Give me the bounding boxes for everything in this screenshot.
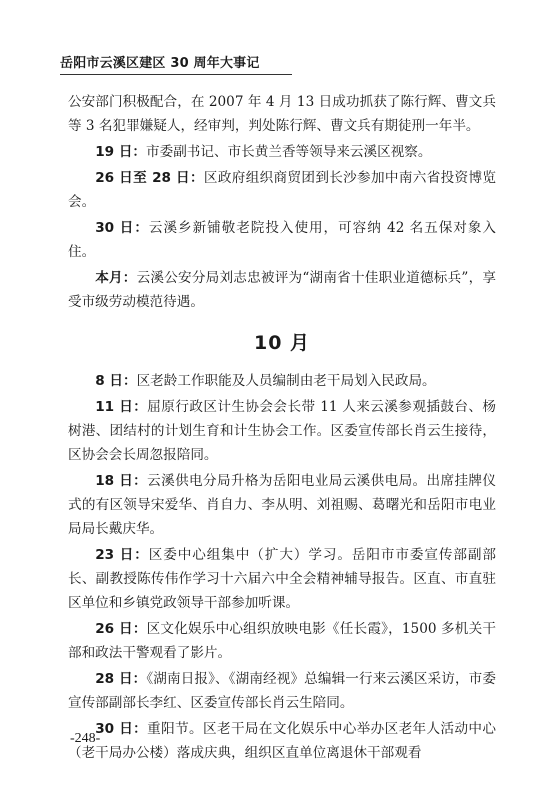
page-body (68, 90, 496, 767)
entry-date: 11 日： (95, 399, 148, 415)
entry-paragraph (68, 90, 496, 138)
month-heading: 10 月 (253, 332, 311, 354)
entry-date: 本月： (95, 270, 137, 286)
entry-text: 区老龄工作职能及人员编制由老干局划入民政局。 (136, 373, 436, 389)
running-header: 岳阳市云溪区建区 30 周年大事记 (60, 56, 260, 71)
entry-date: 26 日至 28 日： (95, 170, 204, 186)
entry-date: 19 日： (95, 144, 147, 160)
entry-paragraph (68, 216, 496, 264)
entry-paragraph (68, 166, 496, 214)
entry-text: 公安部门积极配合，在 2007 年 4 月 13 日成功抓获了陈行辉、曹文兵等 3 名犯罪嫌疑人，经审判，判处陈行辉、曹文兵有期徒刑一年半。 (68, 94, 496, 134)
entry-text: 市委副书记、市长黄兰香等领导来云溪区视察。 (146, 144, 432, 160)
entry-date: 26 日： (95, 621, 147, 637)
entry-paragraph (68, 395, 496, 467)
entry-paragraph (68, 717, 496, 765)
entry-text: 重阳节。区老干局在文化娱乐中心举办区老年人活动中心（老干局办公楼）落成庆典，组织区直单位离退休干部观看 (68, 721, 496, 761)
entry-date: 23 日： (95, 547, 149, 563)
entry-text: 云溪乡新铺敬老院投入使用，可容纳 42 名五保对象入住。 (68, 220, 496, 260)
entry-text: 区委中心组集中（扩大）学习。岳阳市市委宣传部副部长、副教授陈传伟作学习十六届六中全会精神辅导报告。区直、市直驻区单位和乡镇党政领导干部参加听课。 (68, 547, 496, 611)
entry-date: 30 日： (95, 220, 149, 236)
entry-date: 28 日： (95, 671, 147, 687)
entry-paragraph (68, 266, 496, 314)
entry-text: 区政府组织商贸团到长沙参加中南六省投资博览会。 (68, 170, 496, 210)
entry-text: 屈原行政区计生协会会长带 11 人来云溪参观插鼓台、杨树港、团结村的计划生育和计生协会工作。区委宣传部长肖云生接待，区协会会长周忽报陪同。 (68, 399, 496, 463)
entry-date: 30 日： (95, 721, 148, 737)
entry-paragraph (68, 469, 496, 541)
entry-text: 云溪公安分局刘志忠被评为“湖南省十佳职业道德标兵”，享受市级劳动模范待遇。 (68, 270, 496, 310)
entry-date: 8 日： (95, 373, 137, 389)
entry-paragraph (68, 140, 496, 164)
entry-paragraph (68, 667, 496, 715)
entry-paragraph (68, 617, 496, 665)
page-number: -248- (70, 731, 101, 746)
header-rule (60, 74, 292, 75)
entry-paragraph (68, 543, 496, 615)
entry-date: 18 日： (95, 473, 148, 489)
entry-text: 《湖南日报》、《湖南经视》总编辑一行来云溪区采访，市委宣传部副部长李红、区委宣传部长肖云生陪同。 (68, 671, 496, 711)
entry-text: 云溪供电分局升格为岳阳电业局云溪供电局。出席挂牌仪式的有区领导宋爱华、肖自力、李从明、刘祖赐、葛曙光和岳阳市电业局局长戴庆华。 (68, 473, 496, 537)
entry-text: 区文化娱乐中心组织放映电影《任长霞》，1500 多机关干部和政法干警观看了影片。 (68, 621, 496, 661)
entry-paragraph (68, 369, 496, 393)
